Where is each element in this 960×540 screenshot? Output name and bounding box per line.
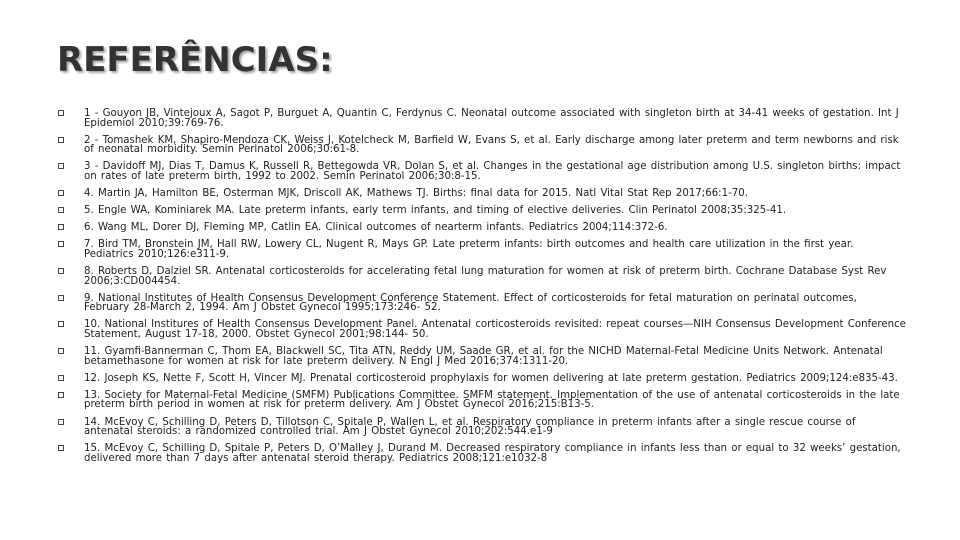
square-bullet-icon bbox=[58, 224, 64, 230]
reference-text: 8. Roberts D, Dalziel SR. Antenatal corticosteroids for accelerating fetal lung maturation for women at risk of preterm birth. Cochrane Database Syst Rev 2006;3:CD004454. bbox=[84, 266, 887, 287]
reference-text: 7. Bird TM, Bronstein JM, Hall RW, Lowery CL, Nugent R, Mays GP. Late preterm infants: birth outcomes and health care utilization in the first year. Pediatrics 2010;126:e311-9. bbox=[84, 239, 854, 260]
square-bullet-icon bbox=[58, 295, 64, 301]
square-bullet-icon bbox=[58, 190, 64, 196]
reference-item bbox=[58, 162, 906, 181]
slide-title: REFERÊNCIAS: bbox=[57, 40, 333, 80]
square-bullet-icon bbox=[58, 375, 64, 381]
reference-item bbox=[58, 206, 906, 216]
reference-item bbox=[58, 347, 906, 366]
reference-list bbox=[58, 109, 906, 471]
reference-item bbox=[58, 267, 906, 286]
square-bullet-icon bbox=[58, 419, 64, 425]
reference-text: 1 - Gouyon JB, Vintejoux A, Sagot P, Burguet A, Quantin C, Ferdynus C. Neonatal outcome associated with singleton birth at 34-41 weeks of gestation. Int J Epidemiol 2010;39:769-76. bbox=[84, 108, 899, 129]
reference-text: 9. National Institutes of Health Consensus Development Conference Statement. Effect of corticosteroids for fetal maturation on perinatal outcomes, February 28-March 2, 1994. Am J Obstet Gynecol 1995;173:246- 52. bbox=[84, 292, 857, 314]
square-bullet-icon bbox=[58, 321, 64, 327]
square-bullet-icon bbox=[58, 137, 64, 143]
reference-item bbox=[58, 391, 906, 410]
square-bullet-icon bbox=[58, 241, 64, 247]
reference-text: 3 - Davidoff MJ, Dias T, Damus K, Russell R, Bettegowda VR, Dolan S, et al. Changes in the gestational age distribution among U.S. singleton births: impact on rates of late preterm birth, 1992 to 2002. Semin Perinatol 2006;30:8-15. bbox=[84, 161, 901, 182]
reference-text: 2 - Tomashek KM, Shapiro-Mendoza CK, Weiss J, Kotelcheck M, Barfield W, Evans S, et al. Early discharge among later preterm and term newborns and risk of neonatal morbidity. Semin Perinatol 2006;30:61-8. bbox=[84, 134, 899, 156]
square-bullet-icon bbox=[58, 268, 64, 274]
reference-item bbox=[58, 109, 906, 128]
reference-item bbox=[58, 240, 906, 259]
reference-text: 11. Gyamfi-Bannerman C, Thom EA, Blackwell SC, Tita ATN, Reddy UM, Saade GR, et al. for the NICHD Maternal-Fetal Medicine Units Network. Antenatal betamethasone for women at risk for late preterm delivery. N Engl J Med 2016;374:1311-20. bbox=[84, 346, 883, 367]
reference-item bbox=[58, 444, 906, 463]
square-bullet-icon bbox=[58, 445, 64, 451]
reference-item bbox=[58, 320, 906, 339]
reference-item bbox=[58, 223, 906, 233]
square-bullet-icon bbox=[58, 163, 64, 169]
reference-text: 10. National Institures of Health Consensus Development Panel. Antenatal corticosteroids revisited: repeat courses—NIH Consensus Development Conference Statement, August 17-18, 2000. Obstet Gynecol 2001;98:144- 50. bbox=[84, 319, 906, 340]
reference-text: 14. McEvoy C, Schilling D, Peters D, Tillotson C, Spitale P, Wallen L, et al. Respiratory compliance in preterm infants after a single rescue course of antenatal steroids: a randomized controlled trial. Am J Obstet Gynecol 2010;202:544.e1-9 bbox=[84, 416, 856, 438]
reference-item bbox=[58, 374, 906, 384]
reference-item bbox=[58, 189, 906, 199]
reference-item bbox=[58, 136, 906, 155]
reference-text: 4. Martin JA, Hamilton BE, Osterman MJK, Driscoll AK, Mathews TJ. Births: final data for 2015. Natl Vital Stat Rep 2017;66:1-70. bbox=[84, 188, 748, 200]
reference-text: 6. Wang ML, Dorer DJ, Fleming MP, Catlin EA. Clinical outcomes of nearterm infants. Pediatrics 2004;114:372-6. bbox=[84, 222, 668, 234]
reference-text: 5. Engle WA, Kominiarek MA. Late preterm infants, early term infants, and timing of elective deliveries. Clin Perinatol 2008;35:325-41. bbox=[84, 205, 787, 217]
reference-text: 15. McEvoy C, Schilling D, Spitale P, Peters D, O’Malley J, Durand M. Decreased respiratory compliance in infants less than or equal to 32 weeks’ gestation, delivered more than 7 days after antenatal steroid therapy. Pediatrics 2008;121:e1032-8 bbox=[84, 443, 901, 464]
reference-item bbox=[58, 294, 906, 313]
reference-item bbox=[58, 418, 906, 437]
square-bullet-icon bbox=[58, 348, 64, 354]
square-bullet-icon bbox=[58, 392, 64, 398]
reference-text: 12. Joseph KS, Nette F, Scott H, Vincer MJ. Prenatal corticosteroid prophylaxis for women delivering at late preterm gestation. Pediatrics 2009;124:e835-43. bbox=[84, 372, 898, 384]
reference-text: 13. Society for Maternal-Fetal Medicine (SMFM) Publications Committee. SMFM statement. Implementation of the use of antenatal corticosteroids in the late preterm birth period in women at risk for preterm delivery. Am J Obstet Gynecol 2016;215:B13-5. bbox=[84, 389, 900, 411]
square-bullet-icon bbox=[58, 207, 64, 213]
square-bullet-icon bbox=[58, 110, 64, 116]
